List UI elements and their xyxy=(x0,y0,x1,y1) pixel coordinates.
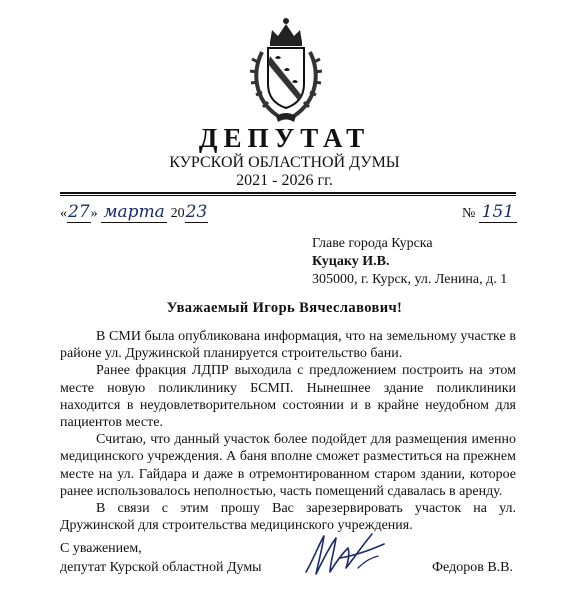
date-open-quote: « xyxy=(60,206,67,221)
letter-body xyxy=(60,328,516,534)
date-month: марта xyxy=(103,202,165,222)
document-date xyxy=(60,202,208,223)
paragraph: Ранее фракция ЛДПР выходила с предложением построить на этом месте новую поликлинику БСМП. Нынешнее здание поликлиники находится в неудовлетворительном состоянии и в крайне неудобном для пациентов месте. xyxy=(60,363,516,431)
date-year-suffix: 23 xyxy=(185,202,208,222)
greeting: Уважаемый Игорь Вячеславович! xyxy=(166,300,403,316)
header-divider xyxy=(60,192,516,194)
addressee-address: 305000, г. Курск, ул. Ленина, д. 1 xyxy=(312,272,508,287)
term-years: 2021 - 2026 гг. xyxy=(236,172,333,189)
signer-position: депутат Курской областной Думы xyxy=(60,560,262,575)
signer-name: Федоров В.В. xyxy=(432,560,513,575)
header-divider-thin xyxy=(60,195,516,196)
signature-icon xyxy=(300,528,390,580)
coat-of-arms-icon xyxy=(248,12,324,124)
date-close-quote: » xyxy=(90,206,98,221)
document-title: ДЕПУТАТ xyxy=(198,123,371,153)
paragraph: В СМИ была опубликована информация, что на земельному участке в районе ул. Дружинской планируется строительство бани. xyxy=(60,329,516,362)
number-label: № xyxy=(462,206,476,221)
number-value: 151 xyxy=(481,202,515,222)
addressee-name: Куцаку И.В. xyxy=(312,254,390,269)
paragraph: В связи с этим прошу Вас зарезервировать участок на ул. Дружинской для строительства медицинского учреждения. xyxy=(60,501,516,534)
paragraph: Считаю, что данный участок более подойдет для размещения именно медицинского учреждения. А баня вполне сможет разместиться на прежнем месте на ул. Гайдара и даже в отремонтированном старом здании, которое ранее использовалось неполностью, часть помещений сдавалась в аренду. xyxy=(60,432,516,499)
date-year-prefix: 20 xyxy=(170,206,185,221)
closing-salutation: С уважением, xyxy=(60,541,142,556)
document-number xyxy=(462,202,517,223)
addressee-position: Главе города Курска xyxy=(312,236,433,251)
document-subtitle: КУРСКОЙ ОБЛАСТНОЙ ДУМЫ xyxy=(169,154,400,171)
date-day: 27 xyxy=(68,202,90,222)
